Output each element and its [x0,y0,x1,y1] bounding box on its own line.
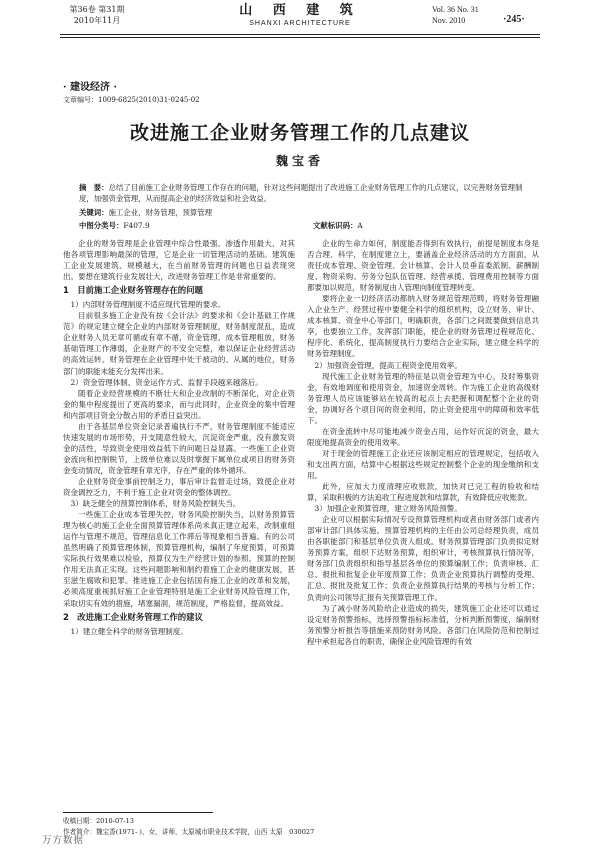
right-column [307,238,539,647]
section-heading: 2 改进施工企业财务管理工作的建议 [63,611,203,622]
doc-code-value: A [357,221,363,230]
body-paragraph: 随着企业经营规模的不断壮大和企业改制的不断深化，对企业资金的集中程度提出了更高的要求，而与此同时，企业资金的集中管理和内部项目资金分散占用的矛盾日益突出。 [63,388,295,420]
body-paragraph: 现代施工企业财务管理的特征是以资金管理为中心，及时筹集资金，有效地调度和使用资金，加速资金周转。作为施工企业的高级财务管理人员应该能够站在较高的起点上去把握和调配整个企业的资金，协调好各个项目间的资金利用，防止资金使用中的障碍和效率低下。 [307,371,539,425]
body-paragraph: 企业可以根据实际情况专设预算管理机构或者由财务部门或者内部审计部门具体实施。预算管理机构的主任由公司总经理负责，成员由各职能部门和基层单位负责人组成。财务预算管理部门负责拟定财务预算方案，组织下达财务预算，组织审计，考核预算执行情况等，财务部门负责组织和指导基层各单位的预算编制工作；负责审核、汇总、报批和批复企业年度预算工作；负责企业预算执行调整的受理、汇总、报批及批复工作；负责企业预算执行结果的考核与分析工作；负责向公司领导汇报有关预算管理工作。 [307,515,539,602]
subsection-heading: 1）内部财务管理制度不适应现代管理的要求。 [70,300,226,310]
header-rule-thin [60,37,540,38]
classification-label: 中图分类号： [79,221,124,230]
page-number: ·245· [503,14,525,25]
body-paragraph: 企业的财务管理是企业管理中综合性最强、渗透作用最大、对其他各项管理影响最深的管理，它是企业一切管理活动的基础。建筑施工企业发展建筑、规模越大，在当前财务管理的问题也日益表现突出。要想在建筑行业发展壮大，改进财务管理工作是非常重要的。 [63,239,295,282]
date-cn: 2010年11月 [73,16,121,25]
document-code [313,220,363,231]
classification-value: F407.9 [123,221,150,230]
footnote-rule [63,812,213,813]
subsection-heading: 2）资金管理体制、资金运作方式、监督手段越来越落后。 [70,377,263,387]
subsection-heading: 2）加强资金管理，提高工程资金使用效率。 [314,360,462,370]
volume-en: Vol. 36 No. 31 [432,5,479,14]
received-date: 收稿日期：2010-07-13 [63,817,134,825]
journal-name-en: SHANXI ARCHITECTURE [249,20,351,27]
journal-name-cn: 山 西 建 筑 [239,3,361,18]
subsection-heading: 1）建立健全科学的财务管理制度。 [70,626,188,636]
body-paragraph: 在资金流转中尽可能地减少资金占用，运作好沉淀的资金，最大限度地提高资金的使用效率。 [307,426,539,447]
volume-cn: 第36卷 第31期 [69,5,125,14]
subsection-heading: 3）加强企业预算管理，建立财务风险预警。 [314,504,462,514]
body-paragraph: 此外，应加大力度清理应收账款，加快对已完工程的验收和结算，采取积极的方法追收工程进度款和结算款，有效降低应收账款。 [307,482,539,503]
left-column [63,238,295,637]
subsection-heading: 3）缺乏健全的预算控制体系，财务风险控制失当。 [70,499,241,509]
keywords-text: 施工企业，财务管理，预算管理 [108,208,213,217]
abstract-label: 摘 要： [79,183,109,192]
doc-code-label: 文献标识码： [313,221,358,230]
classification [79,220,150,231]
journal-name [200,3,400,29]
body-paragraph: 对于现金的管理施工企业还应该制定相应的管理规定，包括收入和支出两方面，结算中心根据这些规定控制整个企业的现金缴纳和支用。 [307,448,539,480]
body-paragraph: 为了减小财务风险给企业造成的损失，建筑施工企业还可以通过设定财务预警指标，选择预警指标标准值，分析判断预警度，编制财务预警分析报告等措施来预防财务风险。各部门在风险防范和控制过程中承担起各自的职责，确保企业风险管理的有效 [307,603,539,646]
date-en: Nov. 2010 [432,16,466,25]
article-number: 文章编号：1009-6825(2010)31-0245-02 [63,96,200,104]
body-paragraph: 要将企业一切经济活动都纳入财务规范管理范畴，将财务管理融入企业生产、经营过程中要健全科学的组织机构，设立财务、审计、成本核算、资金中心等部门，明确职责，各部门之间既要做到信息共享，也要独立工作，发挥部门职能，使企业的财务管理过程规范化、程序化、系统化，提高制度执行力要结合企业实际，建立健全科学的财务管理制度。 [307,294,539,359]
body-paragraph: 目前很多施工企业没有按《会计法》的要求和《会计基础工作规范》的规定建立健全企业的内部财务管理制度，财务制度混乱，造成企业财务人员无章可循或有章不循，资金管理、成本管理粗放，财务基础管理工作薄弱，企业财产的不安全完整，难以保证企业经营活动的高效运转。财务管理在企业管理中处于被动的、从属的地位，财务部门的职能未能充分发挥出来。 [63,311,295,376]
body-paragraph: 一些施工企业成本管理失控，财务风险控制失当，以财务预算管理为核心的施工企业全面预算管理体系尚未真正建立起来，改制重组运作与管理不规范，管理信息化工作滞后等现象相当普遍。有的公司虽然明确了预算管理体制，预算管理机构，编制了年度预算，可预算实际执行效果难以检验，预算仅为生产经营计划的参照。预算的控制作用无法真正实现。这些问题影响和制约着施工企业的健康发展，甚至滋生腐败和犯罪。推进施工企业包括国有施工企业的改革和发展，必须高度重视抓好施工企业管理特别是施工企业财务风险管理工作，采取切实有效的措施，堵塞漏洞，规范制度，严格监督，提高效益。 [63,510,295,608]
keywords-label: 关键词： [79,208,109,217]
header-volume-cn [62,4,132,26]
author-name: 魏宝香 [275,154,324,168]
article-title: 改进施工企业财务管理工作的几点建议 [129,122,470,144]
keywords [79,207,212,218]
body-paragraph: 由于各基层单位资金记录普遍执行不严，财务管理制度不能适应快速发展的市场形势，开支随意性较大，沉淀资金严重，没有激发资金的活性，导致资金使用效益低下的问题日益显露。一些施工企业资金流向和控制脱节，上级单位难以及时掌握下属单位或项目的财务资金变动情况，资金管理有章无序，存在严重的体外循环。 [63,421,295,475]
watermark: 万方数据 [42,835,85,846]
section-heading: 1 目前施工企业财务管理存在的问题 [63,285,203,296]
header-rule [60,34,540,35]
abstract-text: 总结了目前施工企业财务管理工作存在的问题，针对这些问题提出了改进施工企业财务管理工作的几点建议，以完善财务管理制度，加强资金管理，从而提高企业的经济效益和社会效益。 [79,183,523,203]
running-header [0,0,600,40]
body-paragraph: 企业财务资金事前控制乏力，事后审计监督走过场，致使企业对资金调控乏力，不利于施工企业对资金的整体调控。 [63,476,295,498]
body-paragraph: 企业的生命力如何，制度能否得到有效执行，前提是制度本身是否合理、科学，在制度建立上，要涵盖企业经济活动的方方面面，从责任成本管理、资金管理、会计核算、会计人员垂直委派制、薪酬制度、物资采购、劳务分包队伍管理、经营承揽、管理费用控制等方面都要加以规范，财务制度由人管理向制度管理转变。 [307,239,539,293]
author-bio: 作者简介：魏宝香(1971- )，女，讲师，太原城市职业技术学院，山西 太原 030027 [63,828,315,836]
header-volume-en [432,4,479,26]
section-tag: · 建设经济 · [63,82,117,93]
abstract [79,182,527,204]
